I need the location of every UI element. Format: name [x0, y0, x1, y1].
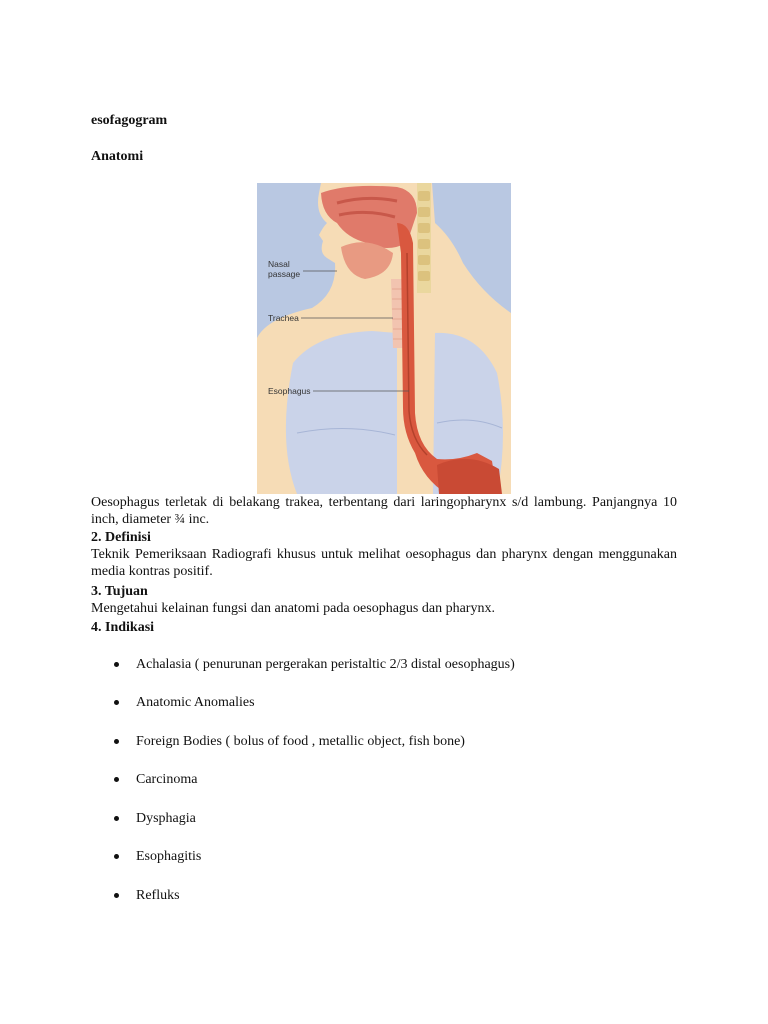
list-item-text: Achalasia ( penurunan pergerakan peristaltic 2/3 distal oesophagus): [136, 657, 515, 672]
label-nasal-line1: Nasal: [268, 259, 290, 269]
list-item-text: Anatomic Anomalies: [136, 695, 255, 710]
bullet-icon: [114, 816, 119, 821]
section-heading-tujuan: 3. Tujuan: [91, 584, 148, 599]
list-item-text: Esophagitis: [136, 849, 202, 864]
list-item-text: Dysphagia: [136, 811, 196, 826]
label-nasal-line2: passage: [268, 269, 301, 279]
section-heading-anatomi: Anatomi: [91, 149, 144, 164]
document-title: esofagogram: [91, 113, 168, 128]
list-item-text: Foreign Bodies ( bolus of food , metallic object, fish bone): [136, 734, 465, 749]
label-trachea: Trachea: [268, 313, 299, 323]
tujuan-paragraph: Mengetahui kelainan fungsi dan anatomi pada oesophagus dan pharynx.: [91, 601, 495, 616]
label-esophagus: Esophagus: [268, 386, 311, 396]
anatomy-paragraph: Oesophagus terletak di belakang trakea, terbentang dari laringopharynx s/d lambung. Panjangnya 10 inch, diameter ¾ inc.: [91, 495, 677, 527]
section-heading-definisi: 2. Definisi: [91, 530, 151, 545]
bullet-icon: [114, 700, 119, 705]
bullet-icon: [114, 662, 119, 667]
bullet-icon: [114, 739, 119, 744]
bullet-icon: [114, 777, 119, 782]
bullet-icon: [114, 893, 119, 898]
list-item-text: Carcinoma: [136, 772, 198, 787]
definisi-paragraph: Teknik Pemeriksaan Radiografi khusus untuk melihat oesophagus dan pharynx dengan menggunakan media kontras positif.: [91, 547, 677, 579]
section-heading-indikasi: 4. Indikasi: [91, 620, 155, 635]
list-item-text: Refluks: [136, 888, 180, 903]
bullet-icon: [114, 854, 119, 859]
